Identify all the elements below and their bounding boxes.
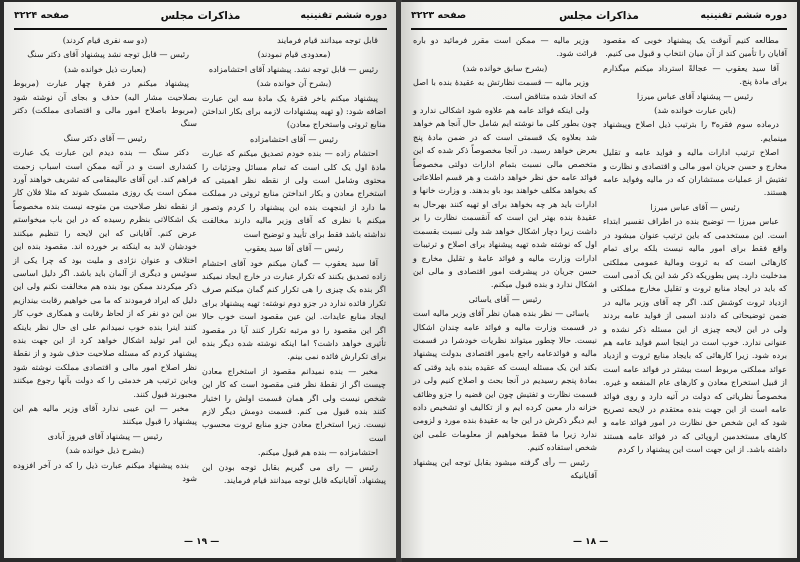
page-header bbox=[411, 8, 787, 26]
running-title: مذاکرات مجلس bbox=[559, 10, 639, 22]
paragraph: رئیس — رای می گیریم بقابل توجه بودن این پیشنهاد. آقایانیکه قابل توجه میدانند قیام فرمایند. bbox=[202, 461, 386, 485]
paragraph: احتشامزاده — بنده هم قبول میکنم. bbox=[257, 447, 378, 458]
paragraph: مخبر — بنده نمیدانم مقصود از استخراج معادن چیست اگر از نقطهٔ نظر فنی مقصود است که کار این شخص نیست ولی اگر همان قسمت اولش را اختیار کنند بنده قبول می کنم. قسمت دومش دیگر لازم نیست. زیرا استخراج معادن جزو منابع ثروت محسوب است bbox=[202, 365, 386, 443]
running-title: مذاکرات مجلس bbox=[160, 10, 241, 22]
header-rule bbox=[14, 28, 387, 30]
speaker-heading: (دو سه نفری قیام کردند) bbox=[62, 35, 148, 45]
paragraph: پیشنهاد میکنم باخر فقرهٔ یک مادهٔ سه این عبارت اضافه شود: (و تهیه پیشنهادات لازمه برای بکار انداختن منابع ثروتی واستخراج معادن) bbox=[202, 92, 386, 130]
right-page-3223 bbox=[401, 2, 797, 558]
page-number-label: صفحه ۳۲۲۴ bbox=[14, 10, 70, 21]
speaker-heading: (بشرح سابق خوانده شد) bbox=[462, 62, 548, 73]
paragraph: درماده سوم فقره۳ را بترتیب ذیل اصلاح وپیشنهاد مینمایم. bbox=[603, 119, 787, 143]
speaker-heading: رئیس — آقای آقا سید یعقوب bbox=[244, 243, 344, 254]
page-footer-number: — ۱۸ — bbox=[573, 537, 609, 547]
left-page-3224 bbox=[4, 2, 397, 558]
paragraph: رئیس — قابل توجه نشد. پیشنهاد آقای احتشامزاده bbox=[208, 63, 378, 74]
paragraph: وزیر مالیه — ممکن است مقرر فرمائید دو باره قرائت شود. bbox=[413, 35, 597, 59]
header-rule bbox=[411, 28, 787, 30]
speaker-heading: (بشرح آن خوانده شد) bbox=[256, 78, 332, 89]
paragraph: مطالعه کنیم آنوقت یک پیشنهاد خوبی که مقصود آقایان را تأمین کند از آن میان انتخاب و قبول می کنیم. bbox=[603, 35, 787, 59]
session-label: دوره ششم تقنینیه bbox=[300, 10, 387, 21]
text-column-left bbox=[413, 34, 597, 483]
paragraph: آقا سید یعقوب — عجالةً استرداد میکنم میگذارم برای مادهٔ پنج. bbox=[603, 62, 787, 87]
speaker-heading: رئیس — آقای عباس میرزا bbox=[650, 201, 740, 212]
session-label: دوره ششم تقنینیه bbox=[700, 10, 787, 21]
paragraph: یاسائی — نظر بنده همان نظر آقای وزیر مالیه است در قسمت وزارت مالیه و فوائد عامه چندان اشکال نیست. حالا چطور میتواند نظریات خودشرا در قسمت مالیه و فوائدعامه راجع بامور اقتصادی بدولت پیشنهاد بکند این یک مسئله ایست که عقیده بنده باید وقتی که بمادهٔ پنجم رسیدیم در آنجا بحث و اصلاح کنیم ولی در قسمت نظارت و تفتیش چون این قضیه را جزو وظائف خزانه دار معین کرده ایم و از تکالیف او تشخیص داده ایم دیگر ذکرش در این جا به عقیدهٔ بنده مورد و لزومی ندارد زیرا ما فقط میخواهیم از معلومات علمی این شخص استفاده کنیم. bbox=[413, 308, 597, 453]
paragraph: مخبر — این عیبی ندارد آقای وزیر مالیه هم این پیشنهاد را قبول میکنند bbox=[13, 402, 197, 427]
speaker-heading: رئیس — آقای دکتر سنگ bbox=[63, 132, 147, 143]
speaker-heading: (باین عبارت خوانده شد) bbox=[654, 105, 736, 116]
page-footer-number: — ۱۹ — bbox=[184, 537, 220, 547]
text-column-right bbox=[202, 34, 386, 488]
paragraph: بنده پیشنهاد میکنم عبارت ذیل را که در آخر افزوده شود bbox=[13, 459, 197, 483]
text-column-left bbox=[13, 34, 197, 486]
speaker-heading: (معدودی قیام نمودند) bbox=[257, 49, 331, 60]
paragraph: عباس میرزا — توضیح بنده در اطراف تفسیر ابتداء است. این مستخدمی که باین ترتیب عنوان میشود در واقع فقط برای امور مالیه نیست بلکه برای تمام کارهائی است که به ثروت ومالیهٔ عمومی مملکتی مدخلیت دارد. پس بطوریکه ذکر شد این یک آدمی است که باید در ایجاد منابع ثروت و تقلیل مخارج مملکتی و ازدیاد ثروت کوشش کند. اگر چه آقای وزیر مالیه در ضمن توضیحاتی که دادند اسمی از فواید عامه بردند ولی در این لایحه چیزی از این مسئله ذکر نشده و عنوانی ندارد. خوب است در اینجا اسم فواید عامه هم برده شود. زیرا کارهائی که بایجاد منابع ثروت و ازدیاد عوائد مملکتی مربوط است بیشتر در فوائد عامه است از قبیل استخراج معادن و کارهای عام المنفعه و غیره. مخصوصاً نظریاتی که دولت در آتیه دارد و روی فوائد عامه است از این جهت بنده معتقدم در لایحه تصریح شود که این شخص حق نظارت در امور فوائد عامه و کارهای مستخدمین اروپائی که در فوائد عامه هستند داشته باشد. از این جهت است این پیشنهاد را کردم bbox=[603, 216, 787, 455]
paragraph: رئیس — قابل توجه نشد پیشنهاد آقای دکتر سنگ bbox=[27, 49, 189, 60]
paragraph: پیشنهاد میکنم در فقرهٔ چهار عبارت (مربوط بصلاحیت مشار الیه) حذف و بجای آن نوشته شود (مربوط باصلاح امور مالی و اقتصادی مملکت) دکتر سنگ bbox=[13, 78, 197, 129]
speaker-heading: رئیس — پیشنهاد آقای فیروز آبادی bbox=[47, 430, 163, 441]
paragraph: احتشام زاده — بنده خودم تصدیق میکنم که عبارت مادهٔ اول یک کلی است که تمام مسائل وجزئیات را محتوی وشامل است ولی از نقطه نظر اهمیتی که استخراج معادن و بکار انداختن منابع ثروتی در مملکت ما دارد از اینجهت بنده این پیشنهاد را کردم وتصور میکنم با نظری که آقای وزیر مالیه دارند مخالفت نداشته باشد فقط برای تأیید و توضیح است bbox=[202, 148, 386, 239]
speaker-heading: رئیس — پیشنهاد آقای عباس میرزا bbox=[637, 90, 753, 101]
paragraph: دکتر سنگ — بنده دیدم این عبارت یک عبارت کشداری است و در آتیه ممکن است اسباب زحمت فراهم کند. این آقای عالیمقامی که تشریف خواهند آورد ممکن است یک روزی متمسک شوند که مثلا فلان کار از نقطه نظر صلاحیت من متوجه نیست بنده مخصوصاً یک اشکالاتی بنظرم رسیده که در این باب میخواستم عرض کنم. آقایانی که این لایحه را تنظیم میکنند خودشان لابد به اینکته بر خورده اند. مقصود بنده این اختلاف و عنوان نژادی و ملیت بود که چرا یکی از سوئیس و دیگری از آلمان باید باشد. اگر دلیل اساسی ذکر میکردند ممکن بود بنده هم مخالفت نکنم ولی این دلیل که ایراد فرمودند که ما می خواهیم رقابت بیندازیم بین این دو نفر که از لحاظ رقابت و همکاری خوب کار کنند اینرا بنده خوب نمیدانم علی ای حال نظر باینکه این امر تولید اشکال خواهد کرد از این جهت بنده پیشنهاد کردم که مسئله صلاحیت حذف شود و از نقطهٔ نظر اصلاح امور مالی و اقتصادی مملکت نوشته شود وباین ترتیب هر خدمتی را که دولت بآنها رجوع میکنند مجبورند قبول کنند. bbox=[13, 147, 197, 399]
paragraph: وزیر مالیه — قسمت نظارتش به عقیدهٔ بنده با اصل که اتخاذ شده متناقض است. bbox=[413, 77, 597, 101]
paragraph: ولی اینکه فوائد عامه هم علاوه شود اشکالی ندارد و چون بطور کلی ما نوشته ایم شامل حال آنجا هم خواهد شد بعلاوه یک قسمتی است که در ضمن مادهٔ پنج بعرض خواهد رسید. در آنجا مخصوصاً ذکر شده که این متخصص مالی نسبت بتمام ادارات دولتی مخصوصاً فوائد عامه حق نظر خواهد داشت و هر قسم اطلاعاتی که بخواهد مکلف خواهند بود باو بدهند. و وزارت خانها و ادارات باید هر چه بخواهد برای او تهیه کنند بهرحال به عقیدهٔ بنده بهتر این است که آنقسمت نظارت را بر داشت زیرا دچار اشکال خواهد شد ولی نسبت بقسمت اول که نوشته شده تهیه پیشنهاد برای اصلاح و ترتیبات ادارات وزارت مالیه و فوائد عامهٔ و تقلیل مخارج و حسن جریان در پیشرفت امور اقتصادی و مالی این اشکال ندارد و بنده قبول میکنم. bbox=[413, 105, 597, 290]
speaker-heading: رئیس — آقای یاسائی bbox=[468, 293, 542, 304]
speaker-heading: (بعبارت ذیل خوانده شد) bbox=[64, 63, 146, 74]
speaker-heading: (بشرح ذیل خوانده شد) bbox=[65, 445, 145, 456]
text-column-right bbox=[603, 34, 787, 458]
paragraph: قابل توجه میدانند قیام فرمایند bbox=[277, 35, 378, 45]
speaker-heading: رئیس — آقای احتشامزاده bbox=[250, 133, 338, 144]
paragraph: اصلاح ترتیب ادارات مالیه و فواید عامه و تقلیل مخارج و حسن جریان امور مالی و اقتصادی و نظارت و تفتیش از عملیات مستشاران که در مالیه وفواید عامه هستند. bbox=[603, 147, 787, 198]
paragraph: رئیس — رأی گرفته میشود بقابل توجه این پیشنهاد آقایانیکه bbox=[413, 456, 597, 480]
paragraph: آقا سید یعقوب — گمان میکنم خود آقای احتشام زاده تصدیق بکنند که تکرار عبارت در خارج ایجاد نمیکند اگر بنده یک چیزی را هی تکرار کنم گمان میکنم صرف تکرار فائده ندارد در جزو دوم نوشته: تهیه پیشنهاد برای ایجاد منابع عایدات. این عین مقصود است خوب حالا اگر این مقصود را دو مرتبه تکرار کنند آیا در مقصود تأثیری خواهد داشت؟ اما اینکه نوشته شده دیگر بنده برای تکرارش فائده نمی بینم. bbox=[202, 257, 386, 362]
page-header bbox=[14, 8, 387, 26]
page-number-label: صفحه ۳۲۲۳ bbox=[411, 10, 467, 21]
